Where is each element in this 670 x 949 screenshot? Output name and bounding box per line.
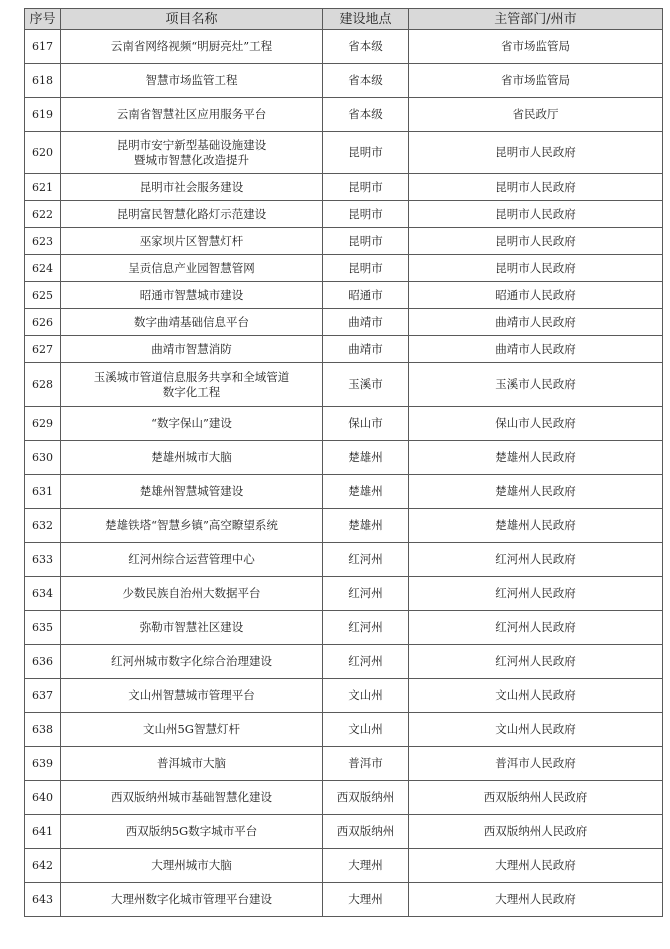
cell-department: 昆明市人民政府 [409,174,663,201]
cell-project-name: 楚雄州城市大脑 [61,441,323,475]
cell-department: 普洱市人民政府 [409,747,663,781]
cell-serial: 637 [25,679,61,713]
cell-department: 文山州人民政府 [409,713,663,747]
cell-serial: 641 [25,815,61,849]
cell-department: 红河州人民政府 [409,611,663,645]
cell-serial: 633 [25,543,61,577]
cell-project-name: 文山州5G智慧灯杆 [61,713,323,747]
table-row [25,679,663,713]
cell-department: 大理州人民政府 [409,849,663,883]
cell-location: 红河州 [323,543,409,577]
cell-project-name: 西双版纳州城市基础智慧化建设 [61,781,323,815]
cell-department: 省民政厅 [409,98,663,132]
table-row [25,336,663,363]
table-row [25,98,663,132]
cell-location: 大理州 [323,849,409,883]
cell-location: 楚雄州 [323,475,409,509]
cell-project-name: 普洱城市大脑 [61,747,323,781]
table-row [25,30,663,64]
cell-serial: 623 [25,228,61,255]
table-row [25,407,663,441]
header-serial: 序号 [25,9,61,30]
cell-department: 昆明市人民政府 [409,228,663,255]
cell-serial: 628 [25,363,61,407]
table-row [25,174,663,201]
table-row [25,883,663,917]
cell-project-name: 昆明市安宁新型基础设施建设 暨城市智慧化改造提升 [61,132,323,174]
cell-project-name: 西双版纳5G数字城市平台 [61,815,323,849]
cell-serial: 631 [25,475,61,509]
cell-location: 曲靖市 [323,336,409,363]
cell-department: 红河州人民政府 [409,577,663,611]
cell-serial: 625 [25,282,61,309]
cell-department: 昆明市人民政府 [409,255,663,282]
cell-serial: 619 [25,98,61,132]
cell-department: 西双版纳州人民政府 [409,781,663,815]
table-row [25,441,663,475]
table-row [25,645,663,679]
cell-serial: 620 [25,132,61,174]
cell-serial: 617 [25,30,61,64]
cell-serial: 635 [25,611,61,645]
cell-department: 省市场监管局 [409,30,663,64]
cell-location: 玉溪市 [323,363,409,407]
cell-serial: 638 [25,713,61,747]
cell-department: 楚雄州人民政府 [409,509,663,543]
cell-department: 保山市人民政府 [409,407,663,441]
cell-serial: 621 [25,174,61,201]
table-row [25,475,663,509]
cell-serial: 629 [25,407,61,441]
cell-department: 昆明市人民政府 [409,201,663,228]
cell-project-name: 红河州城市数字化综合治理建设 [61,645,323,679]
table-row [25,781,663,815]
cell-project-name: 楚雄州智慧城管建设 [61,475,323,509]
cell-department: 文山州人民政府 [409,679,663,713]
table-row [25,228,663,255]
cell-department: 玉溪市人民政府 [409,363,663,407]
cell-serial: 636 [25,645,61,679]
cell-location: 省本级 [323,64,409,98]
cell-department: 西双版纳州人民政府 [409,815,663,849]
table-row [25,64,663,98]
table-row [25,577,663,611]
cell-project-name: 大理州数字化城市管理平台建设 [61,883,323,917]
table-header-row [25,9,663,30]
cell-serial: 640 [25,781,61,815]
cell-department: 昆明市人民政府 [409,132,663,174]
cell-location: 昆明市 [323,255,409,282]
cell-location: 昆明市 [323,132,409,174]
cell-project-name: 大理州城市大脑 [61,849,323,883]
cell-location: 红河州 [323,577,409,611]
cell-location: 楚雄州 [323,509,409,543]
cell-department: 红河州人民政府 [409,645,663,679]
cell-project-name: 云南省智慧社区应用服务平台 [61,98,323,132]
cell-location: 保山市 [323,407,409,441]
cell-location: 文山州 [323,713,409,747]
cell-project-name: 数字曲靖基础信息平台 [61,309,323,336]
cell-project-name: 少数民族自治州大数据平台 [61,577,323,611]
table-body [25,30,663,917]
header-location: 建设地点 [323,9,409,30]
cell-project-name: 弥勒市智慧社区建设 [61,611,323,645]
table-row [25,849,663,883]
cell-location: 昆明市 [323,228,409,255]
cell-location: 普洱市 [323,747,409,781]
cell-project-name: 曲靖市智慧消防 [61,336,323,363]
table-row [25,815,663,849]
cell-project-name: 云南省网络视频“明厨亮灶”工程 [61,30,323,64]
table-row [25,747,663,781]
cell-location: 大理州 [323,883,409,917]
cell-department: 曲靖市人民政府 [409,309,663,336]
table-row [25,713,663,747]
cell-project-name: 巫家坝片区智慧灯杆 [61,228,323,255]
cell-project-name: 呈贡信息产业园智慧管网 [61,255,323,282]
cell-location: 红河州 [323,645,409,679]
cell-department: 曲靖市人民政府 [409,336,663,363]
cell-location: 昆明市 [323,174,409,201]
cell-serial: 630 [25,441,61,475]
cell-project-name: 楚雄铁塔“智慧乡镇”高空瞭望系统 [61,509,323,543]
cell-location: 西双版纳州 [323,815,409,849]
table-row [25,255,663,282]
cell-serial: 624 [25,255,61,282]
cell-project-name: 智慧市场监管工程 [61,64,323,98]
cell-location: 文山州 [323,679,409,713]
cell-serial: 622 [25,201,61,228]
cell-serial: 634 [25,577,61,611]
cell-department: 楚雄州人民政府 [409,441,663,475]
cell-department: 红河州人民政府 [409,543,663,577]
cell-project-name: “数字保山”建设 [61,407,323,441]
table-row [25,543,663,577]
cell-location: 曲靖市 [323,309,409,336]
cell-department: 昭通市人民政府 [409,282,663,309]
cell-serial: 639 [25,747,61,781]
cell-project-name: 玉溪城市管道信息服务共享和全域管道 数字化工程 [61,363,323,407]
cell-location: 西双版纳州 [323,781,409,815]
cell-location: 昭通市 [323,282,409,309]
cell-project-name: 昆明富民智慧化路灯示范建设 [61,201,323,228]
cell-serial: 626 [25,309,61,336]
table-row [25,282,663,309]
cell-serial: 632 [25,509,61,543]
cell-department: 省市场监管局 [409,64,663,98]
cell-serial: 627 [25,336,61,363]
cell-project-name: 昆明市社会服务建设 [61,174,323,201]
cell-location: 楚雄州 [323,441,409,475]
table-row [25,309,663,336]
table-row [25,611,663,645]
header-project-name: 项目名称 [61,9,323,30]
cell-serial: 618 [25,64,61,98]
cell-department: 楚雄州人民政府 [409,475,663,509]
cell-department: 大理州人民政府 [409,883,663,917]
table-row [25,201,663,228]
cell-project-name: 昭通市智慧城市建设 [61,282,323,309]
cell-location: 红河州 [323,611,409,645]
cell-project-name: 文山州智慧城市管理平台 [61,679,323,713]
cell-serial: 643 [25,883,61,917]
project-table [24,8,663,917]
cell-serial: 642 [25,849,61,883]
cell-location: 省本级 [323,30,409,64]
table-row [25,509,663,543]
cell-project-name: 红河州综合运营管理中心 [61,543,323,577]
table-row [25,363,663,407]
table-row [25,132,663,174]
cell-location: 省本级 [323,98,409,132]
cell-location: 昆明市 [323,201,409,228]
header-department: 主管部门/州市 [409,9,663,30]
